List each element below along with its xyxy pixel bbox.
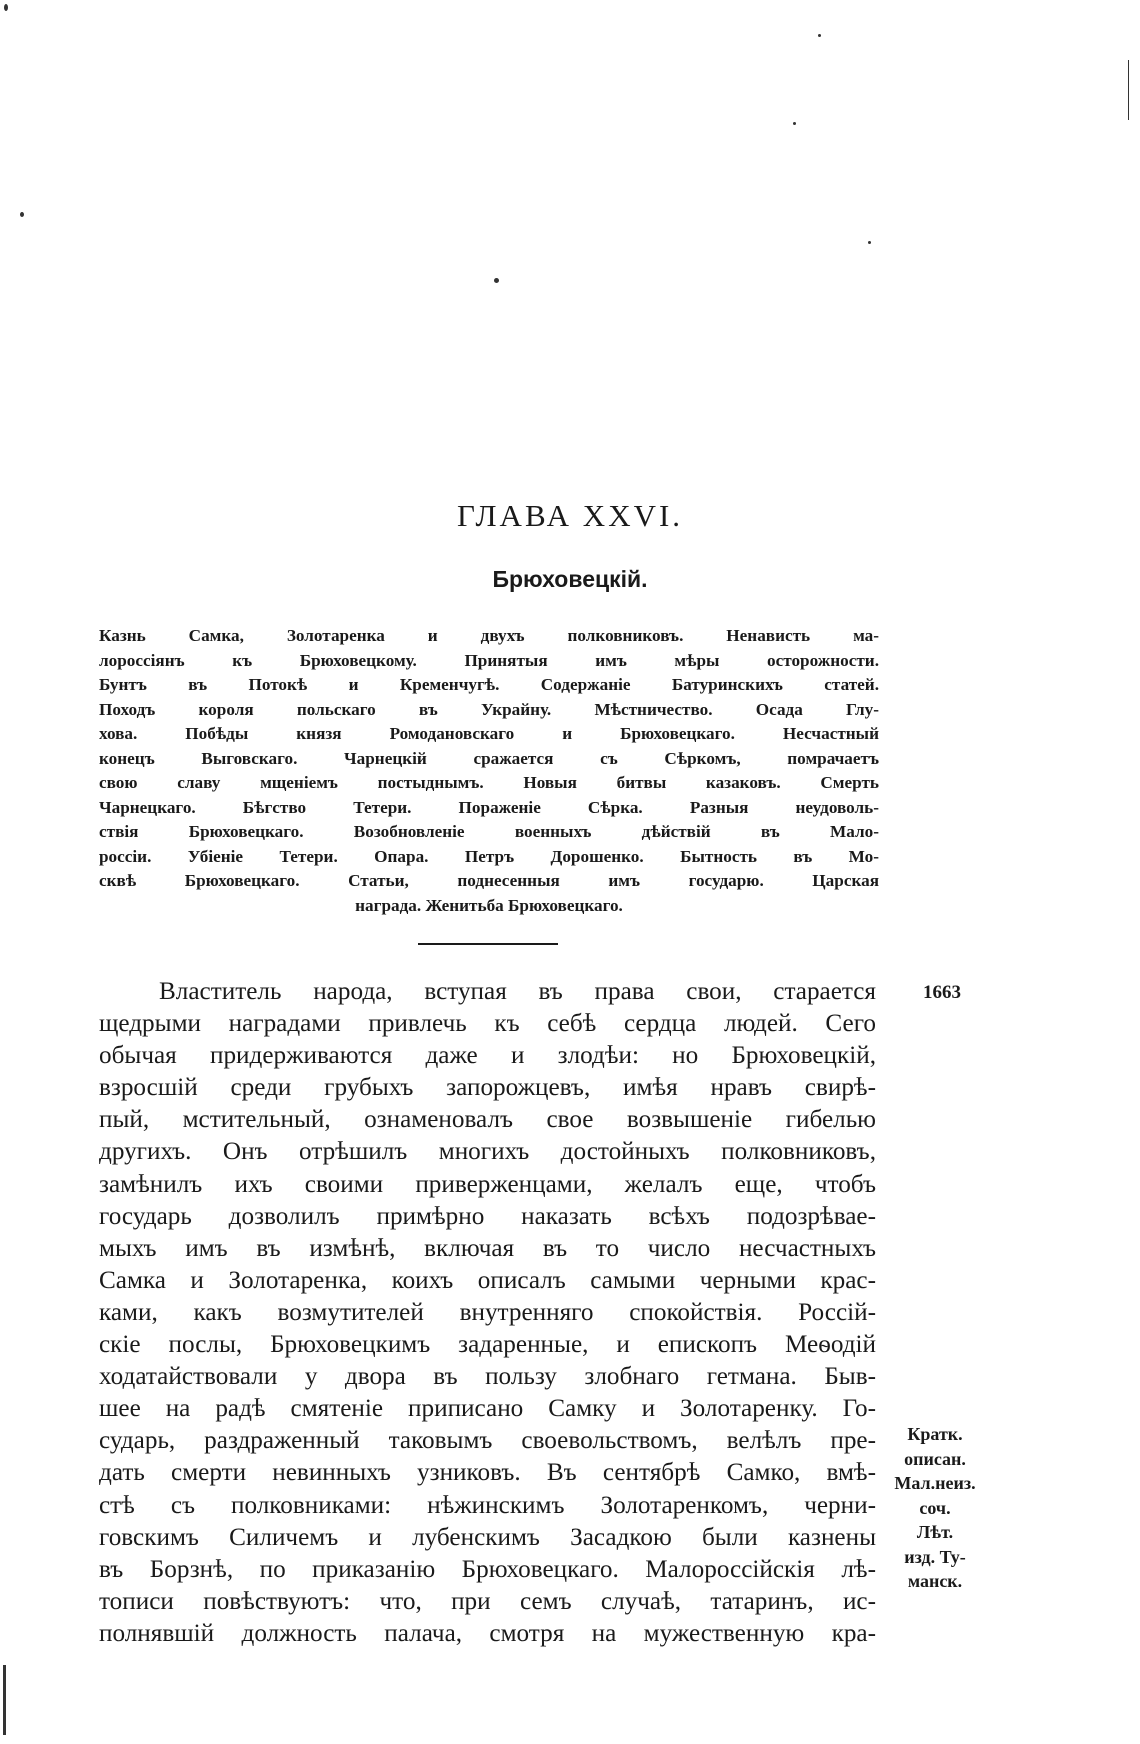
scan-speck — [868, 241, 871, 244]
body-text — [99, 976, 876, 1650]
body-line: говскимъ Силичемъ и лубенскимъ Засадкою были казнены — [99, 1523, 876, 1551]
body-line: обычая придерживаются даже и злодѣи: но Брюховецкій, — [99, 1042, 876, 1070]
margin-note-line: манск. — [907, 1571, 963, 1591]
body-line: дать смерти невинныхъ узниковъ. Въ сентябрѣ Самко, вмѣ- — [99, 1459, 876, 1487]
summary-line: Чарнецкаго. Бѣгство Тетери. Пораженіе Сѣрка. Разныя неудоволь- — [99, 797, 879, 817]
chapter-summary — [99, 624, 879, 918]
scan-speck — [4, 4, 8, 11]
body-line: полнявшій должность палача, смотря на мужественную кра- — [99, 1619, 876, 1647]
summary-line: Бунтъ въ Потокѣ и Кременчугѣ. Содержаніе Батуринскихъ статей. — [99, 675, 879, 694]
summary-line: Казнь Самка, Золотаренка и двухъ полковниковъ. Ненависть ма- — [99, 626, 879, 645]
body-line: щедрыми наградами привлечь къ себѣ сердца людей. Сего — [99, 1010, 876, 1038]
margin-note-line: Лѣт. — [916, 1522, 954, 1542]
body-line: сударь, раздраженный таковымъ своевольствомъ, велѣлъ пре- — [99, 1427, 876, 1455]
body-line: шее на радѣ смятеніе приписано Самку и Золотаренку. Го- — [99, 1395, 876, 1423]
body-line: Властитель народа, вступая въ права свои, старается — [159, 978, 876, 1005]
body-line: ками, какъ возмутителей внутренняго спокойствія. Россій- — [99, 1298, 876, 1326]
summary-line: хова. Побѣды князя Ромодановскаго и Брюховецкаго. Несчастный — [99, 724, 879, 743]
margin-note-line: изд. Ту- — [904, 1546, 966, 1567]
summary-line: лороссіянъ къ Брюховецкому. Принятыя имъ мѣры осторожности. — [99, 650, 879, 670]
body-line: скіе послы, Брюховецкимъ задаренные, и епископъ Меѳодій — [99, 1331, 876, 1359]
summary-line: свою славу мщеніемъ постыднымъ. Новыя битвы казаковъ. Смерть — [99, 773, 879, 792]
margin-year: 1663 — [923, 982, 961, 1003]
summary-line: Походъ короля польскаго въ Украйну. Мѣстничество. Осада Глу- — [99, 699, 879, 719]
margin-note-line: соч. — [919, 1497, 951, 1518]
body-line: мыхъ имъ въ измѣнѣ, включая въ то число несчастныхъ — [99, 1234, 876, 1262]
body-line: взросшій среди грубыхъ запорожцевъ, имѣя нравъ свирѣ- — [99, 1074, 876, 1102]
body-line: ходатайствовали у двора въ пользу злобнаго гетмана. Быв- — [99, 1363, 876, 1391]
scan-speck — [20, 212, 24, 217]
body-line: въ Борзнѣ, по приказанію Брюховецкаго. Малороссійскія лѣ- — [99, 1555, 876, 1583]
body-line: пый, мстительный, ознаменовалъ свое возвышеніе гибелью — [99, 1106, 876, 1134]
chapter-title: ГЛАВА XXVI. — [456, 498, 684, 533]
margin-source-note — [880, 1422, 990, 1594]
body-line: тописи повѣствуютъ: что, при семъ случаѣ, татаринъ, ис- — [99, 1587, 876, 1615]
scan-speck — [793, 122, 796, 125]
margin-note-line: описан. — [904, 1448, 966, 1469]
body-line: стѣ съ полковниками: нѣжинскимъ Золотаренкомъ, черни- — [99, 1491, 876, 1519]
body-line: замѣнилъ ихъ своими приверженцами, желалъ еще, чтобъ — [99, 1170, 876, 1198]
scan-edge-line — [3, 1665, 6, 1735]
summary-line: сквѣ Брюховецкаго. Статьи, поднесенныя имъ государю. Царская — [99, 871, 879, 890]
summary-line: россіи. Убіеніе Тетери. Опара. Петръ Дорошенко. Бытность въ Мо- — [99, 846, 879, 866]
chapter-subtitle: Брюховецкій. — [492, 566, 648, 592]
scan-edge-line — [1128, 60, 1129, 120]
margin-note-line: Мал.неиз. — [894, 1473, 976, 1493]
summary-line: награда. Женитьба Брюховецкаго. — [355, 895, 623, 915]
body-line: государь дозволилъ примѣрно наказать всѣхъ подозрѣвае- — [99, 1202, 876, 1230]
summary-line: ствія Брюховецкаго. Возобновленіе военныхъ дѣйствій въ Мало- — [99, 822, 879, 841]
section-divider — [418, 943, 558, 945]
summary-line: конецъ Выговскаго. Чарнецкій сражается съ Сѣркомъ, помрачаетъ — [99, 748, 879, 768]
scan-speck — [494, 278, 499, 283]
body-line: другихъ. Онъ отрѣшилъ многихъ достойныхъ полковниковъ, — [99, 1138, 876, 1166]
margin-note-line: Кратк. — [907, 1424, 963, 1444]
scan-speck — [818, 34, 821, 37]
body-line: Самка и Золотаренка, коихъ описалъ самыми черными крас- — [99, 1266, 876, 1294]
